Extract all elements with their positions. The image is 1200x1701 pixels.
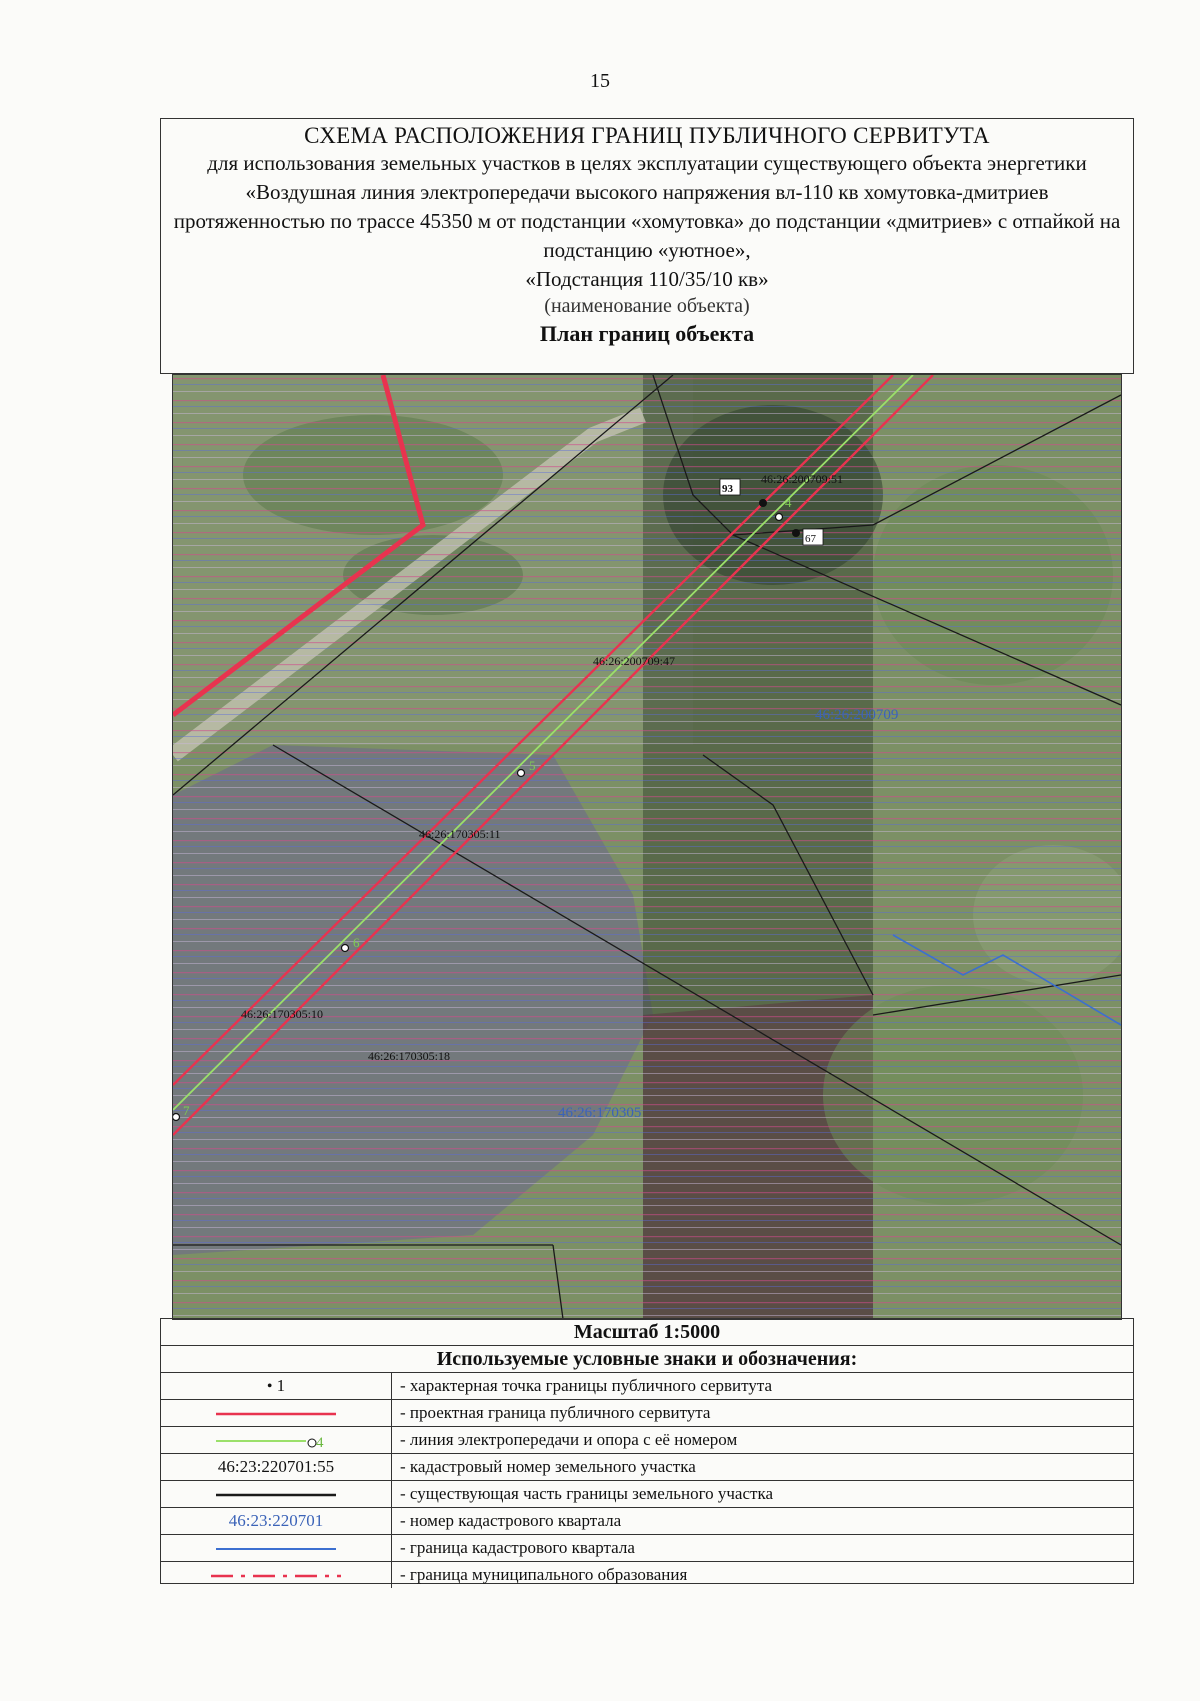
pole-label-4: 4 [785,495,792,510]
legend-row-parcel-border [161,1481,1133,1508]
parcel-label-18: 46:26:170305:18 [368,1049,451,1063]
legend-row-power-line [161,1427,1133,1454]
map-svg [173,375,1121,1319]
pole-4-icon [776,514,783,521]
plan-title: План границ объекта [539,321,755,346]
legend-desc-quarter-border: - граница кадастрового квартала [392,1535,1134,1562]
legend-desc-point: - характерная точка границы публичного сервитута [400,1376,773,1395]
pole-label-6: 6 [353,935,360,950]
legend-symbol-quarter-number: 46:23:220701 [161,1508,392,1535]
boundary-point-93 [759,499,767,507]
legend-symbol-municipal-border [161,1562,392,1589]
legend-table [161,1373,1133,1588]
legend-symbol-point: • 1 [161,1373,392,1400]
pole-6-icon [342,945,349,952]
page-number: 15 [590,70,610,92]
header-box [160,118,1134,374]
pole-5-icon [518,770,525,777]
map-scale: Масштаб 1:5000 [161,1319,1133,1346]
legend-symbol-quarter-border [161,1535,392,1562]
parcel-label-10: 46:26:170305:10 [241,1007,324,1021]
point-label-93: 93 [722,483,733,495]
scheme-title: СХЕМА РАСПОЛОЖЕНИЯ ГРАНИЦ ПУБЛИЧНОГО СЕРВИТУТА [304,123,990,148]
pole-7-icon [173,1114,180,1121]
legend-point-number: 1 [276,1376,286,1395]
parcel-label-51: 46:26:200709:51 [761,472,844,486]
legend-symbol-easement [161,1400,392,1427]
parcel-label-47: 46:26:200709:47 [593,654,676,668]
legend-desc-easement: - проектная граница публичного сервитута [392,1400,1134,1427]
quarter-label-200709: 46:26:200709 [815,707,899,723]
map-area [172,374,1122,1320]
object-name: «Подстанция 110/35/10 кв» [525,267,769,291]
legend-desc-municipal-border: - граница муниципального образования [392,1562,1134,1589]
legend-row-municipal-border [161,1562,1133,1589]
object-caption: (наименование объекта) [544,295,750,317]
boundary-point-67 [792,529,800,537]
legend-desc-quarter-number: - номер кадастрового квартала [392,1508,1134,1535]
legend-symbol-power-line [161,1427,392,1454]
legend-heading: Используемые условные знаки и обозначения: [161,1346,1133,1373]
legend-row-easement [161,1400,1133,1427]
legend-box [160,1318,1134,1584]
legend-symbol-parcel-number: 46:23:220701:55 [161,1454,392,1481]
legend-row-parcel-number [161,1454,1133,1481]
svg-text:4: 4 [316,1435,324,1451]
legend-row-quarter-number [161,1508,1133,1535]
legend-row-quarter-border [161,1535,1133,1562]
parcel-label-11: 46:26:170305:11 [419,827,501,841]
pole-label-5: 5 [529,758,536,773]
legend-symbol-parcel-border [161,1481,392,1508]
point-label-67: 67 [805,533,816,545]
legend-desc-parcel-number: - кадастровый номер земельного участка [392,1454,1134,1481]
legend-desc-power-line: - линия электропередачи и опора с её номером [392,1427,1134,1454]
quarter-label-170305: 46:26:170305 [558,1105,642,1121]
pole-label-7: 7 [183,1103,190,1118]
scheme-description: для использования земельных участков в целях эксплуатации существующего объекта энергетики «Воздушная линия электропередачи высокого напряжения вл-110 кв хомутовка-дмитриев протяженностью по трассе 45350 м от подстанции «хомутовка» до подстанции «дмитриев» с отпайкой на подстанцию «уютное», [173,151,1121,262]
legend-desc-parcel-border: - существующая часть границы земельного участка [392,1481,1134,1508]
legend-row-point [161,1373,1133,1400]
